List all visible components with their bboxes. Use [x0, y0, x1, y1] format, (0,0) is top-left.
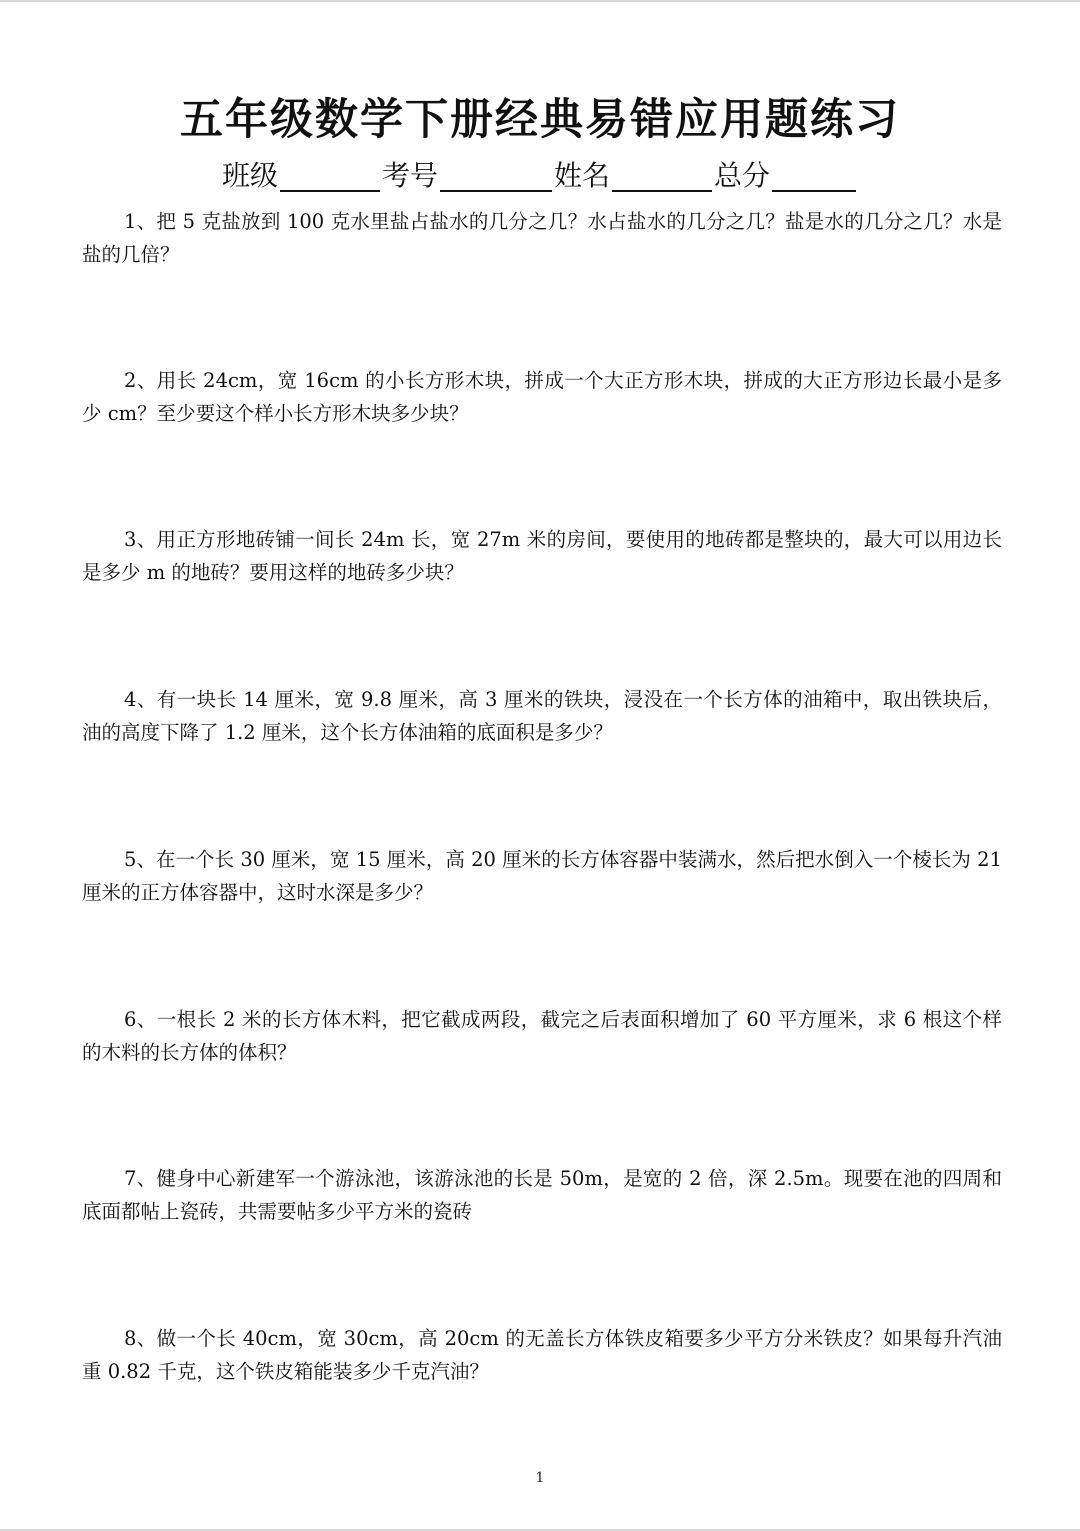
question-6: 6、一根长 2 米的长方体木料，把它截成两段，截完之后表面积增加了 60 平方厘米，求 6 根这个样的木料的长方体的体积？: [82, 1008, 1002, 1064]
exam-number-label: 考号: [381, 159, 438, 192]
worksheet-title: 五年级数学下册经典易错应用题练习: [180, 95, 900, 145]
question-4: 4、有一块长 14 厘米，宽 9.8 厘米，高 3 厘米的铁块，浸没在一个长方体的油箱中，取出铁块后，油的高度下降了 1.2 厘米，这个长方体油箱的底面积是多少？: [82, 688, 1002, 744]
class-label: 班级: [221, 159, 278, 192]
student-info-line: [0, 154, 1080, 194]
score-label: 总分: [714, 159, 771, 192]
question-3: 3、用正方形地砖铺一间长 24m 长，宽 27m 米的房间，要使用的地砖都是整块的，最大可以用边长是多少 m 的地砖？要用这样的地砖多少块？: [82, 528, 1002, 584]
name-label: 姓名: [554, 159, 611, 192]
question-5: 5、在一个长 30 厘米，宽 15 厘米，高 20 厘米的长方体容器中装满水，然后把水倒入一个棱长为 21 厘米的正方体容器中，这时水深是多少？: [82, 848, 1002, 904]
name-blank: [612, 160, 712, 192]
page-number: 1: [535, 1470, 545, 1486]
question-7: 7、健身中心新建军一个游泳池，该游泳池的长是 50m，是宽的 2 倍，深 2.5m。现要在池的四周和底面都帖上瓷砖，共需要帖多少平方米的瓷砖: [82, 1167, 1002, 1223]
question-8: 8、做一个长 40cm，宽 30cm，高 20cm 的无盖长方体铁皮箱要多少平方分米铁皮？如果每升汽油重 0.82 千克，这个铁皮箱能装多少千克汽油？: [82, 1327, 1002, 1383]
question-1: 1、把 5 克盐放到 100 克水里盐占盐水的几分之几？水占盐水的几分之几？盐是水的几分之几？水是盐的几倍？: [82, 210, 1002, 266]
score-blank: [772, 160, 856, 192]
exam-number-blank: [440, 160, 552, 192]
question-2: 2、用长 24cm，宽 16cm 的小长方形木块，拼成一个大正方形木块，拼成的大正方形边长最小是多少 cm？至少要这个样小长方形木块多少块？: [82, 369, 1002, 425]
class-blank: [280, 160, 380, 192]
